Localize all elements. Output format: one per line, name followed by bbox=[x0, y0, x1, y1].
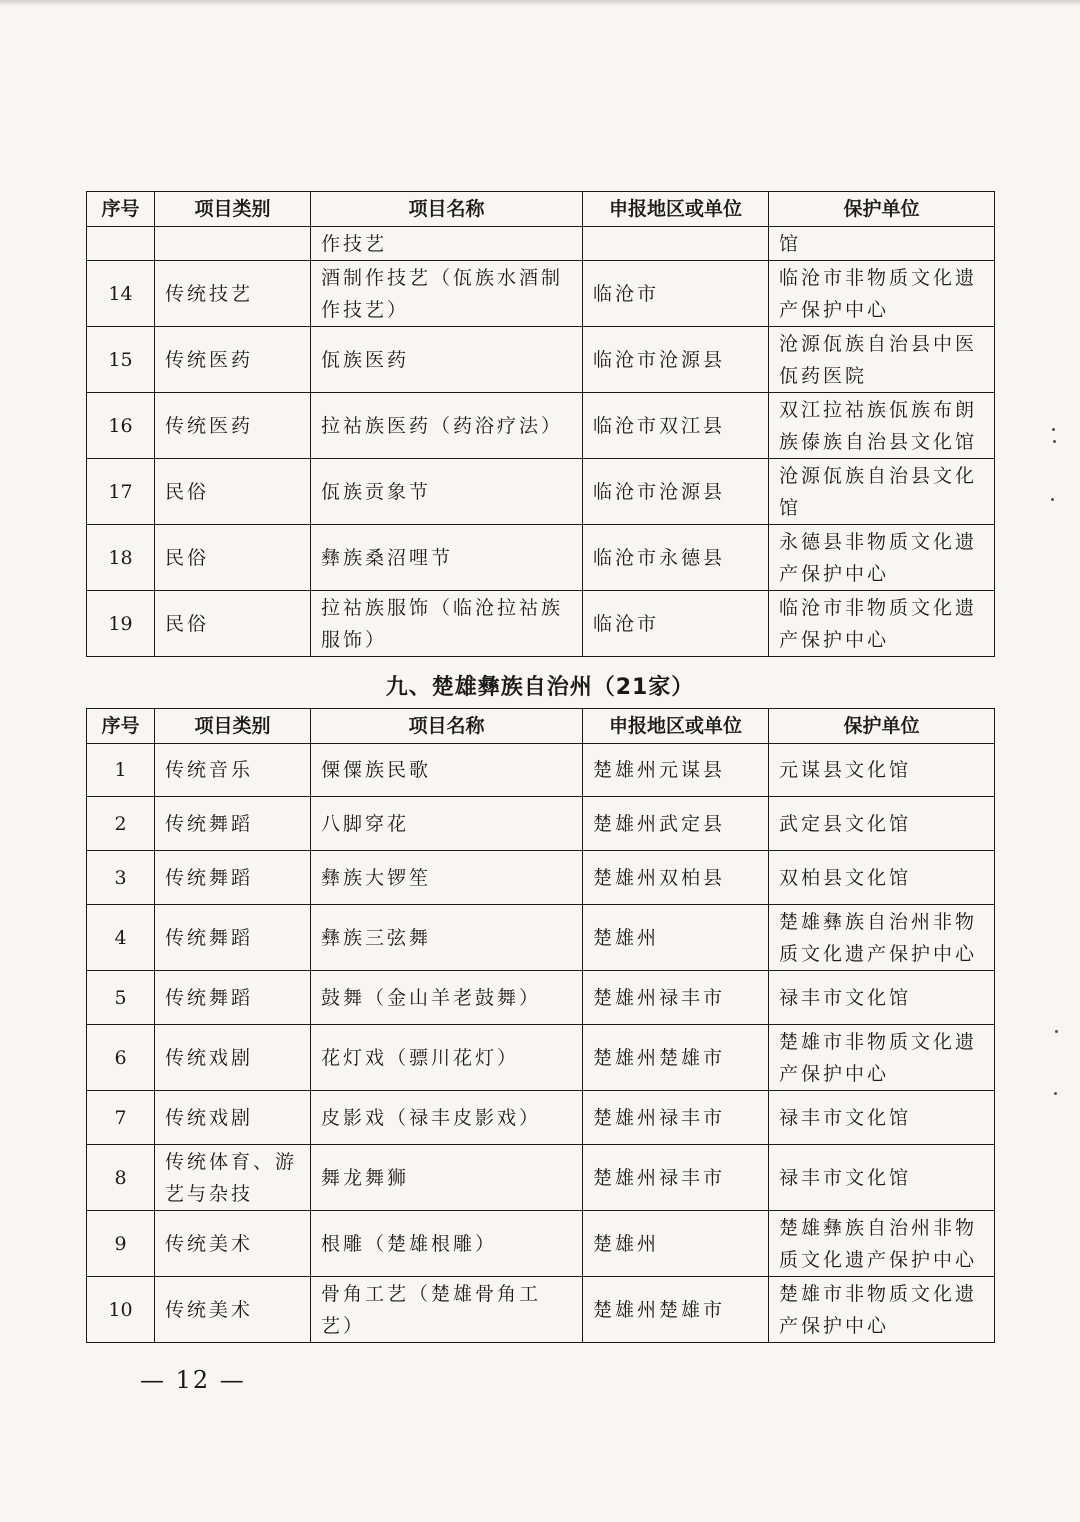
cell-seq: 1 bbox=[87, 744, 155, 797]
cell-unit: 馆 bbox=[769, 227, 995, 261]
cell-region bbox=[583, 227, 769, 261]
header-name: 项目名称 bbox=[311, 192, 583, 227]
cell-seq: 4 bbox=[87, 905, 155, 971]
cell-unit: 临沧市非物质文化遗产保护中心 bbox=[769, 261, 995, 327]
cell-region: 临沧市沧源县 bbox=[583, 459, 769, 525]
table-row bbox=[87, 744, 995, 797]
cell-name: 佤族医药 bbox=[311, 327, 583, 393]
table-row bbox=[87, 591, 995, 657]
table-row bbox=[87, 1025, 995, 1091]
cell-name: 彝族大锣笙 bbox=[311, 851, 583, 905]
header-category: 项目类别 bbox=[155, 192, 311, 227]
cell-seq: 19 bbox=[87, 591, 155, 657]
cell-category: 传统医药 bbox=[155, 393, 311, 459]
cell-region: 临沧市沧源县 bbox=[583, 327, 769, 393]
cell-region: 楚雄州双柏县 bbox=[583, 851, 769, 905]
table-row bbox=[87, 393, 995, 459]
cell-unit: 楚雄彝族自治州非物质文化遗产保护中心 bbox=[769, 1211, 995, 1277]
cell-region: 临沧市永德县 bbox=[583, 525, 769, 591]
cell-unit: 元谋县文化馆 bbox=[769, 744, 995, 797]
cell-name: 八脚穿花 bbox=[311, 797, 583, 851]
cell-name: 拉祜族医药（药浴疗法） bbox=[311, 393, 583, 459]
table-row bbox=[87, 327, 995, 393]
cell-name: 彝族桑沼哩节 bbox=[311, 525, 583, 591]
cell-region: 楚雄州楚雄市 bbox=[583, 1025, 769, 1091]
cell-region: 临沧市双江县 bbox=[583, 393, 769, 459]
table-row bbox=[87, 1145, 995, 1211]
cell-region: 楚雄州禄丰市 bbox=[583, 971, 769, 1025]
cell-seq bbox=[87, 227, 155, 261]
scan-speck bbox=[1054, 1092, 1057, 1095]
cell-seq: 2 bbox=[87, 797, 155, 851]
cell-name: 作技艺 bbox=[311, 227, 583, 261]
header-unit: 保护单位 bbox=[769, 192, 995, 227]
cell-category: 传统体育、游艺与杂技 bbox=[155, 1145, 311, 1211]
table-body bbox=[87, 227, 995, 657]
cell-unit: 禄丰市文化馆 bbox=[769, 1091, 995, 1145]
cell-seq: 17 bbox=[87, 459, 155, 525]
cell-name: 骨角工艺（楚雄骨角工艺） bbox=[311, 1277, 583, 1343]
cell-category: 传统舞蹈 bbox=[155, 851, 311, 905]
cell-unit: 临沧市非物质文化遗产保护中心 bbox=[769, 591, 995, 657]
cell-name: 鼓舞（金山羊老鼓舞） bbox=[311, 971, 583, 1025]
cell-category bbox=[155, 227, 311, 261]
cell-unit: 禄丰市文化馆 bbox=[769, 1145, 995, 1211]
cell-unit: 武定县文化馆 bbox=[769, 797, 995, 851]
cell-seq: 14 bbox=[87, 261, 155, 327]
cell-region: 临沧市 bbox=[583, 261, 769, 327]
scan-speck bbox=[1051, 498, 1054, 501]
table-row bbox=[87, 1091, 995, 1145]
cell-seq: 18 bbox=[87, 525, 155, 591]
scan-speck bbox=[1053, 440, 1056, 443]
header-region: 申报地区或单位 bbox=[583, 709, 769, 744]
table-row bbox=[87, 1277, 995, 1343]
cell-category: 传统戏剧 bbox=[155, 1025, 311, 1091]
cell-unit: 双柏县文化馆 bbox=[769, 851, 995, 905]
cell-name: 根雕（楚雄根雕） bbox=[311, 1211, 583, 1277]
table-row bbox=[87, 525, 995, 591]
heritage-table-chuxiong bbox=[86, 708, 995, 1343]
header-seq: 序号 bbox=[87, 192, 155, 227]
cell-category: 传统戏剧 bbox=[155, 1091, 311, 1145]
table-header-row bbox=[87, 709, 995, 744]
cell-seq: 10 bbox=[87, 1277, 155, 1343]
table-row bbox=[87, 227, 995, 261]
cell-unit: 禄丰市文化馆 bbox=[769, 971, 995, 1025]
cell-region: 楚雄州楚雄市 bbox=[583, 1277, 769, 1343]
cell-seq: 15 bbox=[87, 327, 155, 393]
cell-category: 传统美术 bbox=[155, 1277, 311, 1343]
cell-region: 楚雄州武定县 bbox=[583, 797, 769, 851]
table-row bbox=[87, 459, 995, 525]
cell-seq: 9 bbox=[87, 1211, 155, 1277]
cell-region: 楚雄州禄丰市 bbox=[583, 1091, 769, 1145]
cell-category: 传统舞蹈 bbox=[155, 797, 311, 851]
cell-unit: 沧源佤族自治县文化馆 bbox=[769, 459, 995, 525]
cell-name: 拉祜族服饰（临沧拉祜族服饰） bbox=[311, 591, 583, 657]
page-number: — 12 — bbox=[140, 1366, 246, 1394]
cell-seq: 7 bbox=[87, 1091, 155, 1145]
cell-region: 楚雄州禄丰市 bbox=[583, 1145, 769, 1211]
cell-category: 民俗 bbox=[155, 459, 311, 525]
cell-name: 舞龙舞狮 bbox=[311, 1145, 583, 1211]
cell-name: 皮影戏（禄丰皮影戏） bbox=[311, 1091, 583, 1145]
scan-speck bbox=[1055, 1030, 1058, 1033]
cell-seq: 5 bbox=[87, 971, 155, 1025]
cell-unit: 沧源佤族自治县中医佤药医院 bbox=[769, 327, 995, 393]
cell-category: 传统技艺 bbox=[155, 261, 311, 327]
page-top-edge bbox=[0, 0, 1080, 6]
heritage-table-lincang bbox=[86, 191, 995, 657]
table-body bbox=[87, 744, 995, 1343]
cell-unit: 楚雄彝族自治州非物质文化遗产保护中心 bbox=[769, 905, 995, 971]
cell-seq: 16 bbox=[87, 393, 155, 459]
table-row bbox=[87, 797, 995, 851]
table-header-row bbox=[87, 192, 995, 227]
cell-name: 佤族贡象节 bbox=[311, 459, 583, 525]
cell-region: 楚雄州 bbox=[583, 905, 769, 971]
cell-category: 民俗 bbox=[155, 591, 311, 657]
cell-seq: 6 bbox=[87, 1025, 155, 1091]
cell-category: 传统舞蹈 bbox=[155, 905, 311, 971]
table-row bbox=[87, 905, 995, 971]
cell-name: 花灯戏（骠川花灯） bbox=[311, 1025, 583, 1091]
cell-seq: 3 bbox=[87, 851, 155, 905]
cell-name: 傈僳族民歌 bbox=[311, 744, 583, 797]
cell-category: 传统美术 bbox=[155, 1211, 311, 1277]
table-row bbox=[87, 261, 995, 327]
cell-unit: 永德县非物质文化遗产保护中心 bbox=[769, 525, 995, 591]
section-heading: 九、楚雄彝族自治州（21家） bbox=[385, 675, 695, 700]
cell-region: 楚雄州元谋县 bbox=[583, 744, 769, 797]
cell-unit: 楚雄市非物质文化遗产保护中心 bbox=[769, 1277, 995, 1343]
table-row bbox=[87, 851, 995, 905]
table-row bbox=[87, 971, 995, 1025]
cell-seq: 8 bbox=[87, 1145, 155, 1211]
header-unit: 保护单位 bbox=[769, 709, 995, 744]
cell-name: 彝族三弦舞 bbox=[311, 905, 583, 971]
header-category: 项目类别 bbox=[155, 709, 311, 744]
scan-speck bbox=[1052, 428, 1055, 431]
table-row bbox=[87, 1211, 995, 1277]
cell-category: 传统音乐 bbox=[155, 744, 311, 797]
cell-name: 酒制作技艺（佤族水酒制作技艺） bbox=[311, 261, 583, 327]
cell-region: 临沧市 bbox=[583, 591, 769, 657]
header-seq: 序号 bbox=[87, 709, 155, 744]
cell-unit: 双江拉祜族佤族布朗族傣族自治县文化馆 bbox=[769, 393, 995, 459]
cell-category: 民俗 bbox=[155, 525, 311, 591]
cell-unit: 楚雄市非物质文化遗产保护中心 bbox=[769, 1025, 995, 1091]
header-region: 申报地区或单位 bbox=[583, 192, 769, 227]
cell-category: 传统舞蹈 bbox=[155, 971, 311, 1025]
header-name: 项目名称 bbox=[311, 709, 583, 744]
cell-category: 传统医药 bbox=[155, 327, 311, 393]
cell-region: 楚雄州 bbox=[583, 1211, 769, 1277]
